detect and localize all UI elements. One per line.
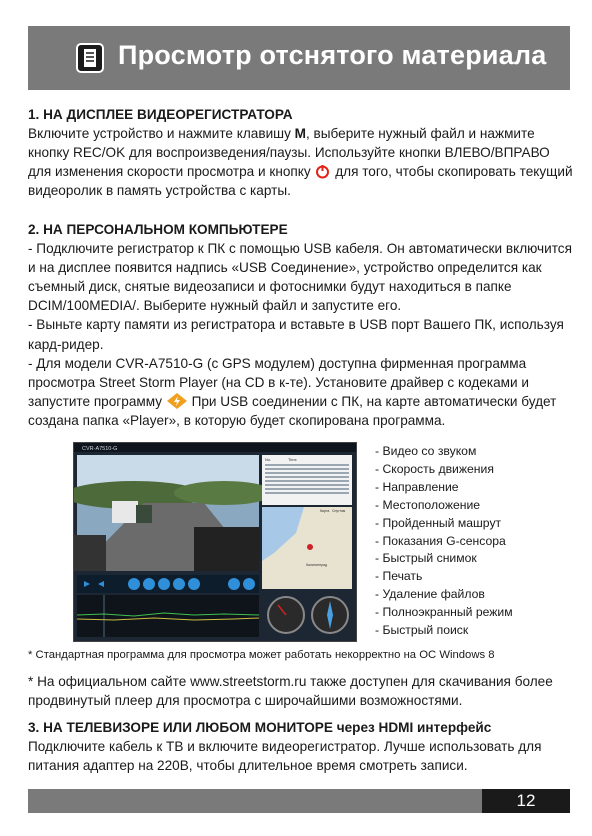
map-tab-2: Спутник: [332, 509, 346, 513]
street-storm-player-icon: [166, 392, 188, 410]
map-city-label: Калининград: [306, 563, 328, 567]
feature-item: - Местоположение: [375, 497, 481, 512]
window-title: CVR-A7510-G: [82, 446, 118, 452]
feature-item: - Пройденный машрут: [375, 515, 502, 530]
section-computer: [28, 220, 574, 430]
column-no: No.: [265, 457, 272, 462]
power-icon: [314, 164, 331, 179]
feature-item: - Видео со звуком: [375, 444, 477, 458]
page-number: 12: [482, 789, 570, 813]
section-heading: 2. НА ПЕРСОНАЛЬНОМ КОМПЬЮТЕРЕ: [28, 222, 288, 237]
page-header: [28, 26, 570, 90]
section-text: [28, 354, 574, 430]
text-part: Включите устройство и нажмите клавишу: [28, 126, 295, 142]
section-text: [28, 124, 574, 200]
section-tv: [28, 718, 574, 775]
player-screenshot-graphic: [74, 443, 356, 641]
section-text: - Подключите регистратор к ПК с помощью USB кабеля. Он автоматически включится и на дисплее появится надпись «USB Соединение», устройство определится как съемный диск, снятые видеозаписи и фотоснимки будут находиться в папке DCIM/100MEDIA/. Выберите нужный файл и запустите его.: [28, 241, 572, 314]
feature-item: - Полноэкранный режим: [375, 605, 513, 620]
map-marker-icon: [307, 544, 313, 550]
document-icon: [76, 43, 104, 73]
features-list: [375, 443, 513, 640]
windows8-note: * Стандартная программа для просмотра может работать некорректно на ОС Windows 8: [28, 649, 495, 661]
section-heading: 3. НА ТЕЛЕВИЗОРЕ ИЛИ ЛЮБОМ МОНИТОРЕ через HDMI интерфейс: [28, 720, 492, 735]
feature-item: - Быстрый поиск: [375, 623, 469, 638]
text-part: При USB соединении с ПК, на карте автоматически будет создана папка «Player», в которую будет скопирована программа.: [28, 393, 557, 428]
text-part: , выберите нужный файл и нажмите кнопку REC/OK для воспроизведения/паузы. Используйте кнопки ВЛЕВО/ВПРАВО для изменения скорости просмотра и кнопку: [28, 126, 550, 180]
feature-item: - Скорость движения: [375, 461, 494, 476]
feature-item: - Направление: [375, 479, 459, 494]
section-text: Подключите кабель к ТВ и включите видеорегистратор. Лучше использовать для питания адаптер на 220В, чтобы длительное время смотреть записи.: [28, 739, 542, 774]
page-title: Просмотр отснятого материала: [118, 40, 547, 70]
section-text: - Выньте карту памяти из регистратора и вставьте в USB порт Вашего ПК, используя кард-ридер.: [28, 317, 564, 352]
section-device-display: [28, 105, 574, 200]
section-heading: 1. НА ДИСПЛЕЕ ВИДЕОРЕГИСТРАТОРА: [28, 107, 293, 122]
feature-item: - Печать: [375, 569, 423, 584]
player-screenshot: [73, 442, 357, 642]
feature-item: - Показания G-сенсора: [375, 533, 506, 548]
text-part: - Для модели CVR-A7510-G (с GPS модулем) доступна фирменная программа просмотра Street Storm Player (на CD в к-те). Установите драйвер с кодеками и запустите программу: [28, 355, 529, 409]
text-part: для того, чтобы скопировать текущий видеоролик в память устройства с карты.: [28, 164, 573, 199]
column-time: Time: [288, 457, 297, 462]
website-note: * На официальном сайте www.streetstorm.ru также доступен для скачивания более продвинутый плеер для просмотра с широчайшими возможностями.: [28, 674, 553, 709]
feature-item: - Удаление файлов: [375, 587, 485, 602]
key-m: M: [294, 126, 306, 142]
map-tab: Карта: [320, 509, 330, 513]
feature-item: - Быстрый снимок: [375, 551, 477, 566]
